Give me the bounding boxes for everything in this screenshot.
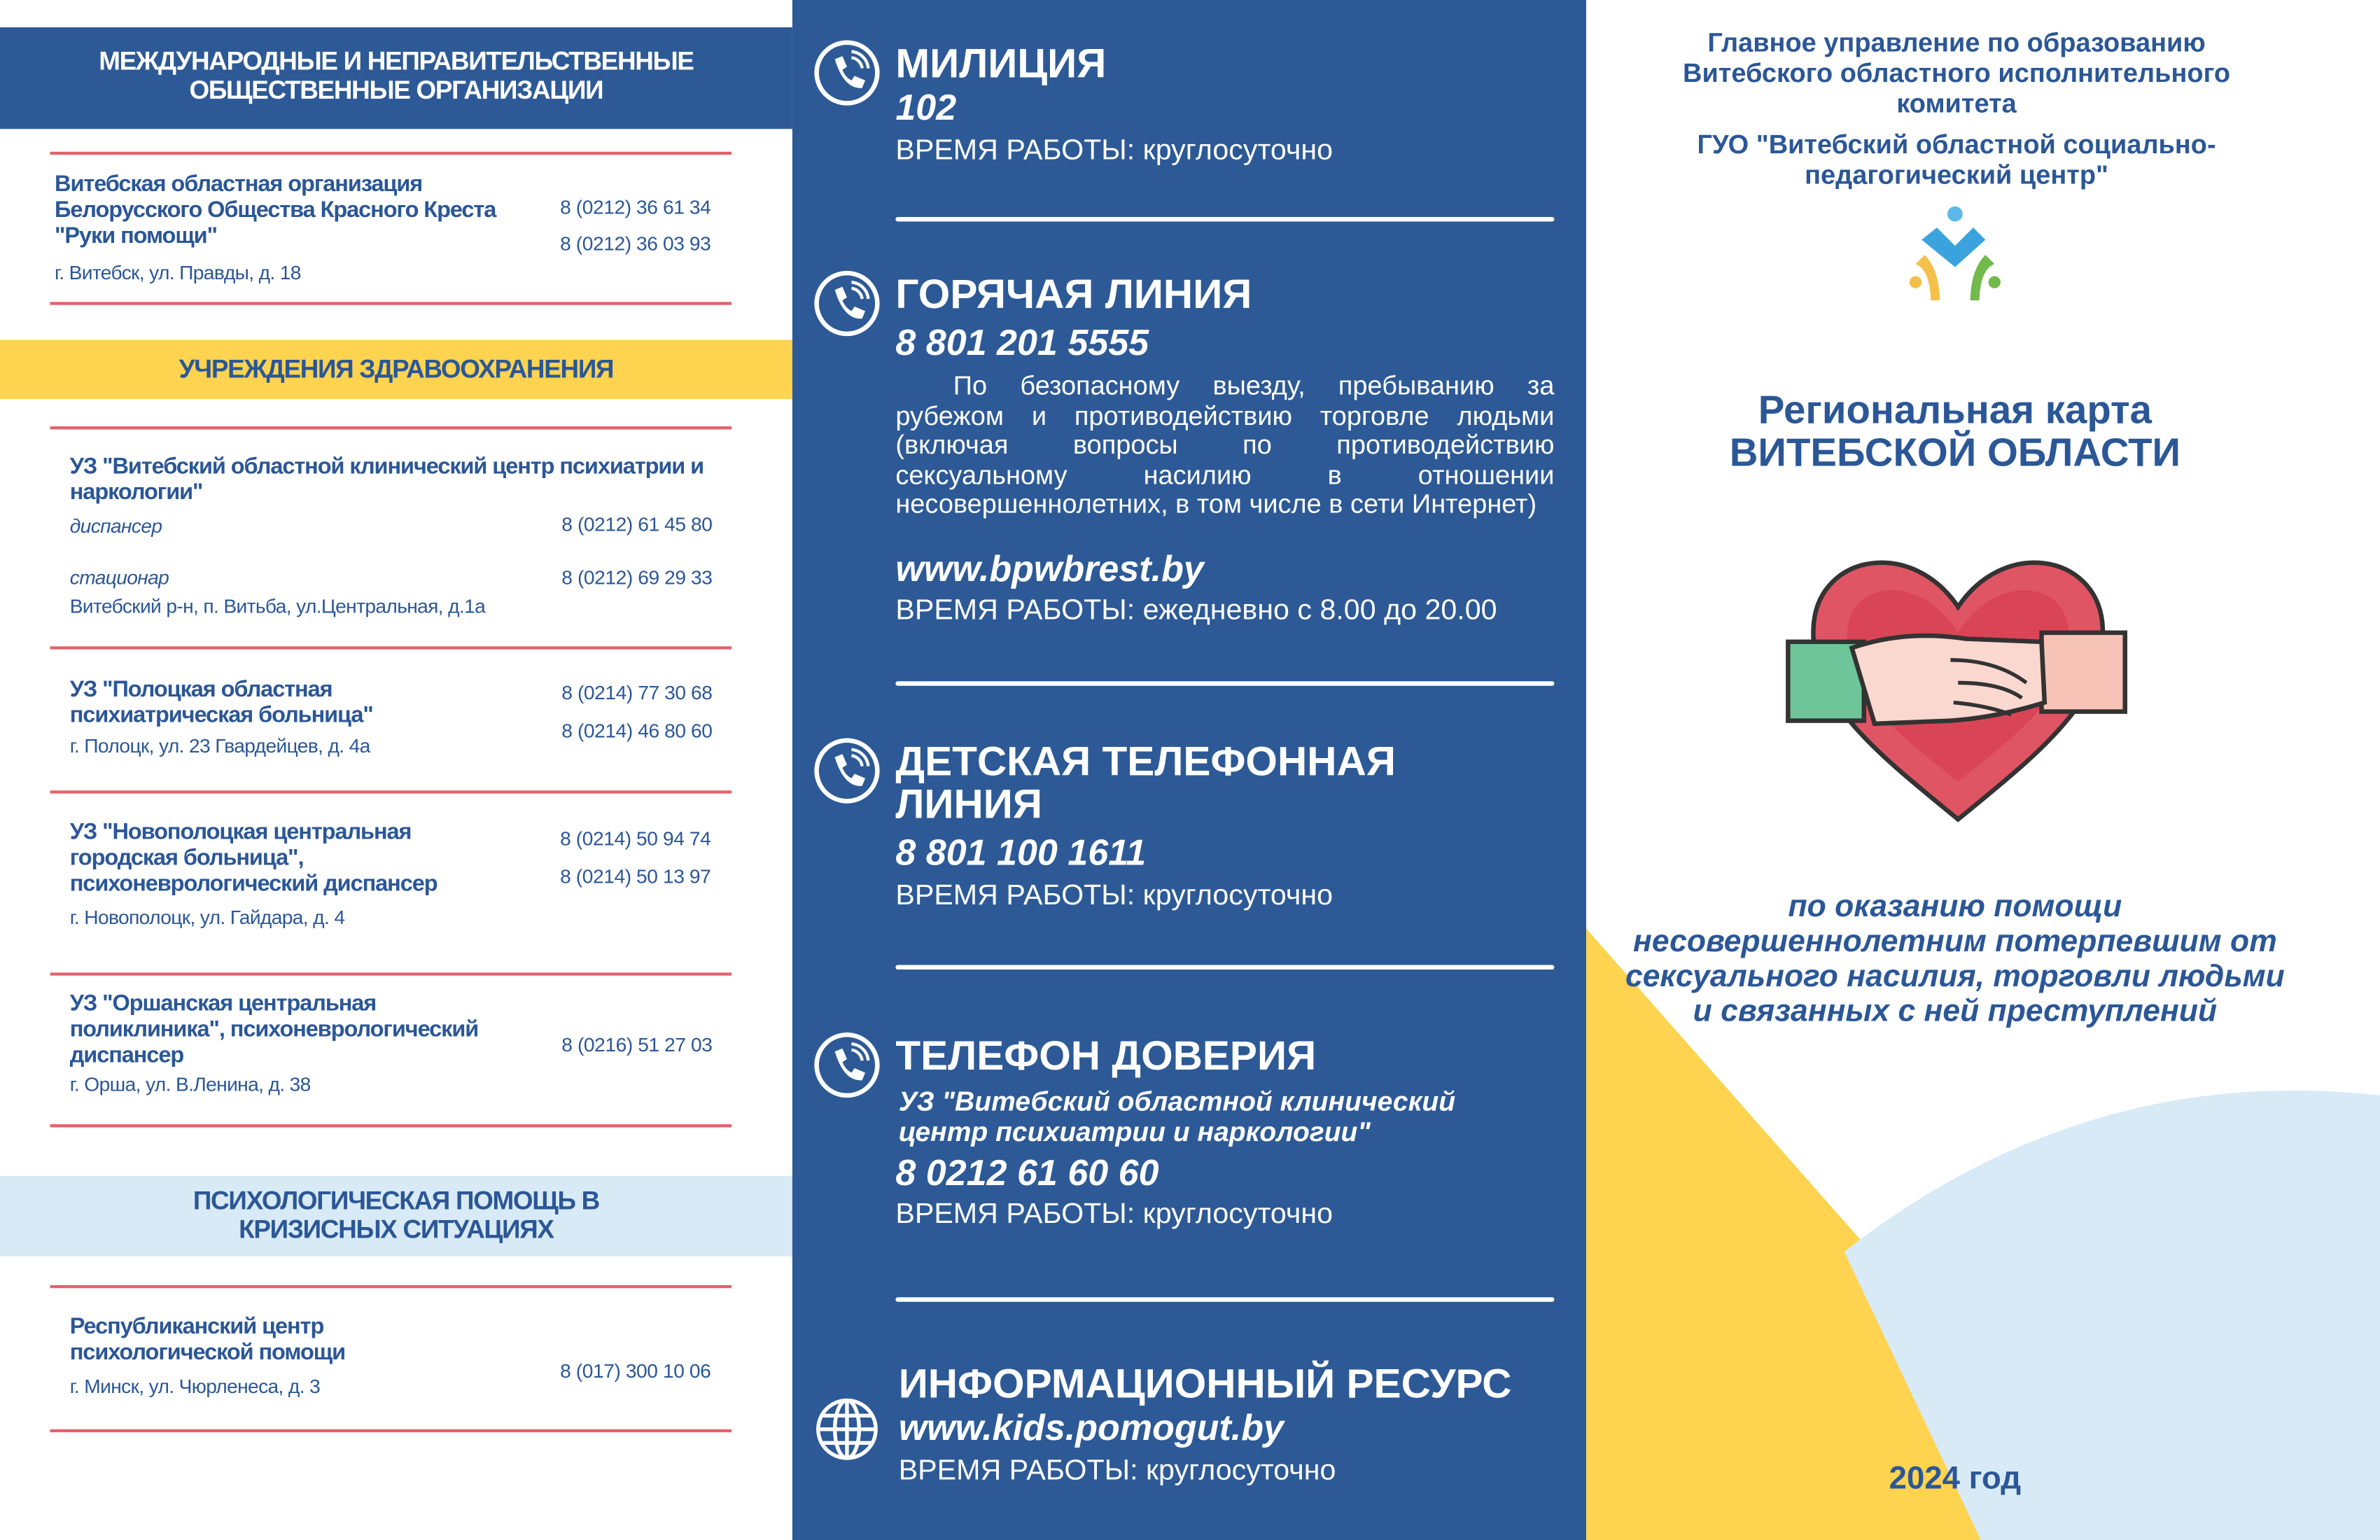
org-subdivision: диспансер (69, 514, 162, 538)
org-phone[interactable]: 8 (0212) 36 61 34 (560, 195, 711, 219)
org-name: УЗ "Полоцкая областная психиатрическая больница" (69, 676, 373, 729)
phone-icon (813, 1032, 880, 1098)
org-subdivision: стационар (69, 566, 169, 589)
hotline-hours: ВРЕМЯ РАБОТЫ: круглосуточно (895, 134, 1334, 167)
divider (50, 1124, 732, 1127)
hotline-number[interactable]: 102 (895, 88, 957, 130)
org-address: г. Полоцк, ул. 23 Гвардейцев, д. 4а (69, 734, 370, 757)
center-name: ГУО "Витебский областной социально-педагогический центр" (1697, 129, 2216, 190)
org-phone[interactable]: 8 (0214) 50 13 97 (560, 864, 711, 888)
hotline-hours: ВРЕМЯ РАБОТЫ: ежедневно с 8.00 до 20.00 (895, 594, 1497, 627)
hotline-hours: ВРЕМЯ РАБОТЫ: круглосуточно (895, 1198, 1334, 1231)
year: 2024 год (1889, 1461, 2022, 1497)
divider (50, 426, 732, 429)
org-address: г. Минск, ул. Чюрленеса, д. 3 (69, 1374, 321, 1398)
center-logo (1907, 203, 2004, 300)
section-title-psych: ПСИХОЛОГИЧЕСКАЯ ПОМОЩЬ В КРИЗИСНЫХ СИТУАЦИЯХ (192, 1186, 600, 1245)
org-name: УЗ "Новополоцкая центральная городская больница", психоневрологический диспансер (69, 819, 438, 897)
divider (50, 152, 732, 155)
phone-icon (813, 737, 880, 804)
hotline-hours: ВРЕМЯ РАБОТЫ: круглосуточно (898, 1455, 1336, 1488)
org-name: УЗ "Витебский областной клинический центр психиатрии и наркологии" (69, 454, 704, 505)
org-phone[interactable]: 8 (0212) 36 03 93 (560, 232, 711, 255)
divider (50, 1429, 732, 1432)
phone-icon (813, 39, 880, 106)
section-title-health: УЧРЕЖДЕНИЯ ЗДРАВООХРАНЕНИЯ (178, 355, 614, 384)
title-line1: Региональная карта (1758, 386, 2152, 433)
divider (895, 681, 1554, 686)
org-address: г. Витебск, ул. Правды, д. 18 (55, 260, 301, 284)
hotline-number[interactable]: 8 0212 61 60 60 (895, 1153, 1159, 1194)
org-phone[interactable]: 8 (0214) 46 80 60 (561, 719, 713, 742)
hotline-hours: ВРЕМЯ РАБОТЫ: круглосуточно (895, 880, 1334, 912)
org-address: Витебский р-н, п. Витьба, ул.Центральная, д.1а (69, 594, 486, 618)
phone-icon (813, 270, 880, 337)
hotline-title: ИНФОРМАЦИОННЫЙ РЕСУРС (898, 1361, 1512, 1407)
divider (50, 972, 732, 975)
org-name: Республиканский центр психологической помощи (69, 1314, 346, 1366)
section-title-ngo: МЕЖДУНАРОДНЫЕ И НЕПРАВИТЕЛЬСТВЕННЫЕ ОБЩЕСТВЕННЫЕ ОРГАНИЗАЦИИ (99, 47, 694, 105)
org-phone[interactable]: 8 (0212) 61 45 80 (561, 512, 713, 536)
org-address: г. Новополоцк, ул. Гайдара, д. 4 (69, 905, 345, 929)
divider (895, 1297, 1554, 1302)
hotline-title: ДЕТСКАЯ ТЕЛЕФОННАЯ ЛИНИЯ (895, 738, 1396, 827)
divider (50, 1285, 732, 1288)
divider (50, 302, 732, 304)
hotline-link[interactable]: www.bpwbrest.by (895, 549, 1204, 591)
hotline-title: ГОРЯЧАЯ ЛИНИЯ (895, 271, 1252, 318)
hotline-title: ТЕЛЕФОН ДОВЕРИЯ (895, 1033, 1317, 1079)
title-line2: ВИТЕБСКОЙ ОБЛАСТИ (1729, 429, 2181, 475)
hotline-title: МИЛИЦИЯ (895, 41, 1107, 87)
hotline-number[interactable]: 8 801 201 5555 (895, 323, 1149, 365)
divider (895, 217, 1554, 222)
org-phone[interactable]: 8 (0216) 51 27 03 (561, 1033, 713, 1056)
org-phone[interactable]: 8 (017) 300 10 06 (560, 1359, 711, 1382)
hotline-link[interactable]: www.kids.pomogut.by (898, 1408, 1284, 1449)
org-address: г. Орша, ул. В.Ленина, д. 38 (69, 1072, 311, 1096)
subtitle: по оказанию помощи несовершеннолетним потерпевшим от сексуального насилия, торговли людьми и связанных с ней преступлений (1625, 889, 2285, 1029)
org-name: Витебская областная организация Белорусского Общества Красного Креста "Руки помощи" (55, 171, 496, 249)
org-phone[interactable]: 8 (0214) 77 30 68 (561, 681, 713, 704)
globe-icon (813, 1396, 880, 1462)
heart-handshake-illustration (1784, 538, 2133, 827)
org-phone[interactable]: 8 (0212) 69 29 33 (561, 566, 713, 589)
divider (50, 646, 732, 649)
divider (895, 965, 1554, 970)
hotlines-panel (792, 0, 1586, 1540)
authority-name: Главное управление по образованию Витебского областного исполнительного комитета (1683, 27, 2231, 119)
hotline-description: По безопасному выезду, пребыванию за рубежом и противодействию торговле людьми (включая вопросы по противодействию сексуальному насилию в отношении несовершеннолетних, в том числе в сети Интернет) (895, 370, 1555, 519)
org-name: УЗ "Оршанская центральная поликлиника", психоневрологический диспансер (69, 990, 479, 1068)
hotline-org: УЗ "Витебский областной клинический центр психиатрии и наркологии" (898, 1086, 1456, 1147)
divider (50, 790, 732, 793)
org-phone[interactable]: 8 (0214) 50 94 74 (560, 827, 711, 850)
hotline-number[interactable]: 8 801 100 1611 (895, 832, 1147, 874)
